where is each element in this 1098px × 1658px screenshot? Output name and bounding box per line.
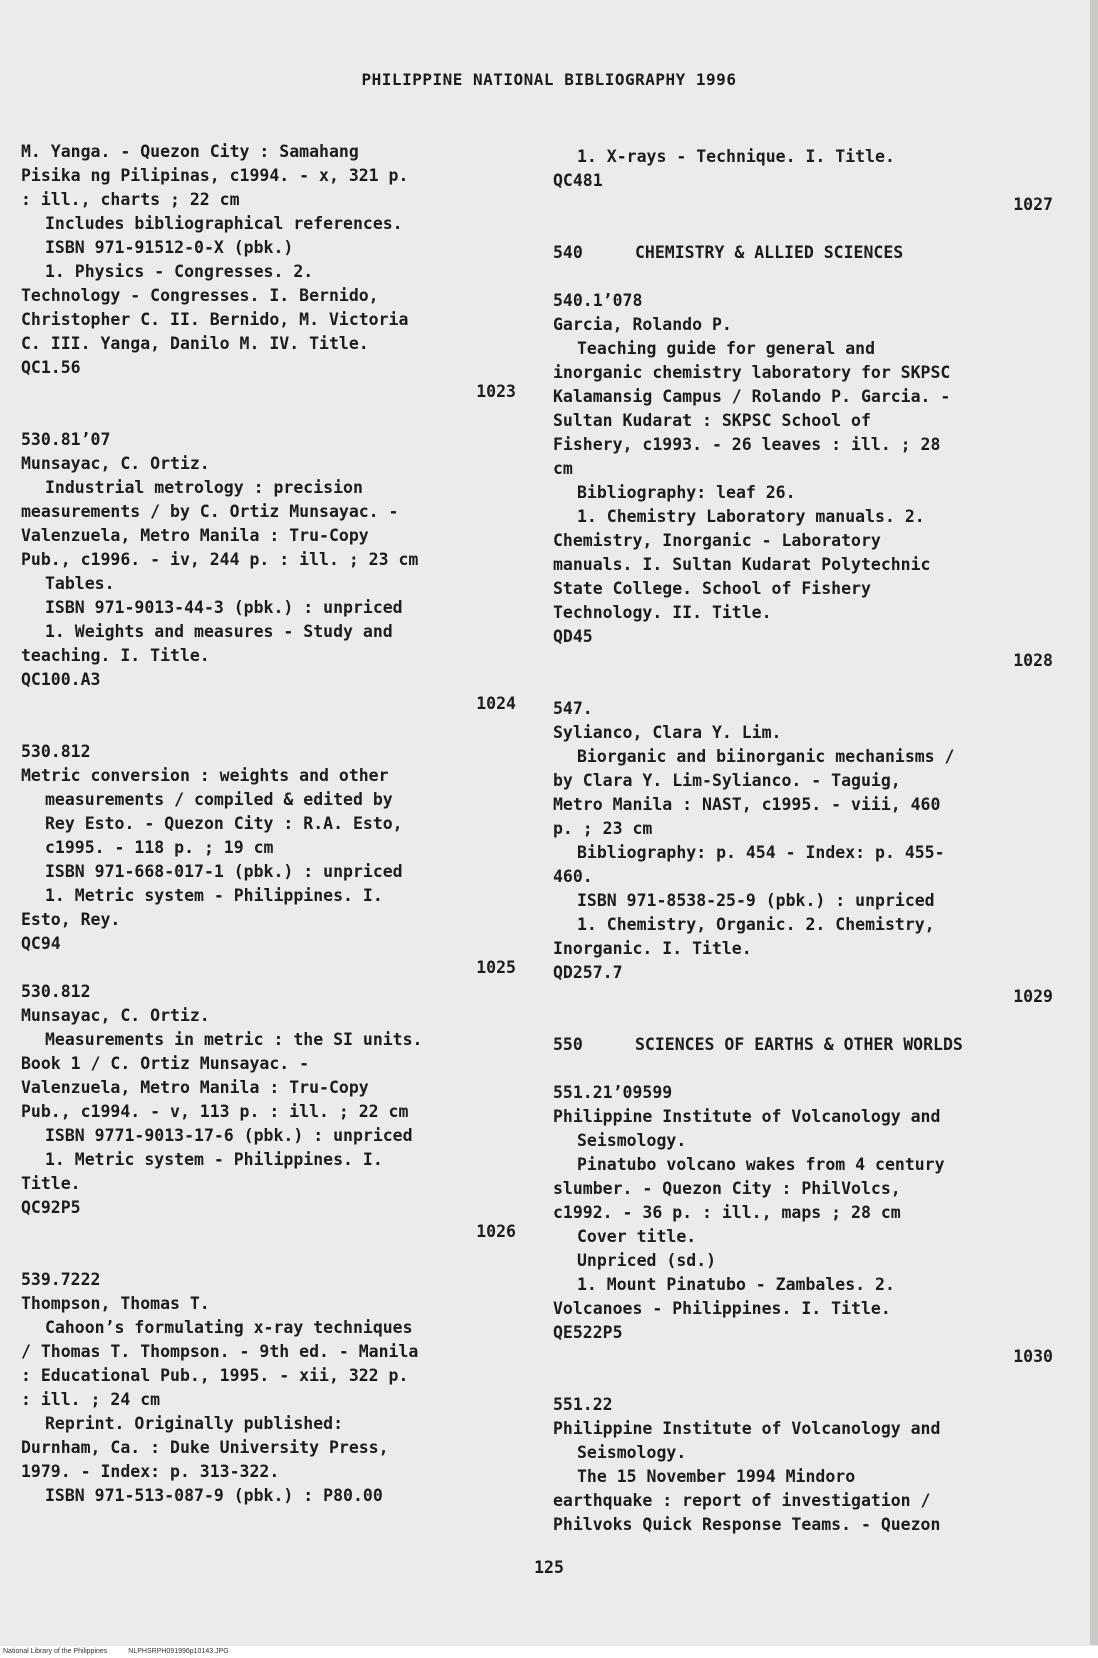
entry-subjects: 1. Chemistry, Organic. 2. Chemistry,	[577, 915, 935, 934]
page-number: 125	[534, 1558, 564, 1577]
entry-author: Munsayac, C. Ortiz.	[21, 1006, 210, 1025]
entry-number: 1028	[1013, 651, 1053, 670]
entry-classification: 530.81’07	[21, 430, 111, 449]
entry-line: by Clara Y. Lim-Sylianco. - Taguig,	[553, 771, 901, 790]
entry-number: 1023	[476, 382, 516, 401]
entry-call-number: QE522P5	[553, 1323, 623, 1342]
entry-line: Philvoks Quick Response Teams. - Quezon	[553, 1515, 941, 1534]
entry-line: Rey Esto. - Quezon City : R.A. Esto,	[45, 814, 403, 833]
entry-line: Chemistry, Inorganic - Laboratory	[553, 531, 881, 550]
entry-isbn: ISBN 971-9013-44-3 (pbk.) : unpriced	[45, 598, 403, 617]
entry-line: 460.	[553, 867, 593, 886]
entry-line: Volcanoes - Philippines. I. Title.	[553, 1299, 891, 1318]
section-heading-550	[553, 1033, 1053, 1057]
footer-library: National Library of the Philippines	[3, 1648, 108, 1655]
entry-number: 1030	[1013, 1347, 1053, 1366]
entry-subjects: 1. Physics - Congresses. 2.	[45, 262, 314, 281]
entry-line: 1979. - Index: p. 313-322.	[21, 1462, 280, 1481]
entry-line: Esto, Rey.	[21, 910, 121, 929]
entry-line: / Thomas T. Thompson. - 9th ed. - Manila	[21, 1342, 419, 1361]
entry-author: Munsayac, C. Ortiz.	[21, 454, 210, 473]
entry-line: c1992. - 36 p. : ill., maps ; 28 cm	[553, 1203, 901, 1222]
entry-line: measurements / by C. Ortiz Munsayac. -	[21, 502, 399, 521]
entry-price: Unpriced (sd.)	[577, 1251, 717, 1270]
footer-file-id: NLPHSRPH091996p10143.JPG	[128, 1648, 229, 1655]
entry-line: M. Yanga. - Quezon City : Samahang	[21, 142, 359, 161]
entry-line: teaching. I. Title.	[21, 646, 210, 665]
entry-classification: 530.812	[21, 982, 91, 1001]
entry-line: slumber. - Quezon City : PhilVolcs,	[553, 1179, 901, 1198]
entry-number: 1029	[1013, 987, 1053, 1006]
section-code: 550	[553, 1035, 583, 1054]
section-heading-540	[553, 241, 1053, 265]
entry-line: Pisika ng Pilipinas, c1994. - x, 321 p.	[21, 166, 409, 185]
entry-line: manuals. I. Sultan Kudarat Polytechnic	[553, 555, 931, 574]
entry-line: c1995. - 118 p. ; 19 cm	[45, 838, 274, 857]
entry-line: Title.	[21, 1174, 81, 1193]
entry-call-number: QC100.A3	[21, 670, 101, 689]
entry-line: Pub., c1994. - v, 113 p. : ill. ; 22 cm	[21, 1102, 409, 1121]
entry-title: The 15 November 1994 Mindoro	[577, 1467, 856, 1486]
entry-line: State College. School of Fishery	[553, 579, 871, 598]
entry-author: Sylianco, Clara Y. Lim.	[553, 723, 782, 742]
entry-note: Cover title.	[577, 1227, 697, 1246]
section-code: 540	[553, 243, 583, 262]
entry-number: 1024	[476, 694, 516, 713]
entry-line: Valenzuela, Metro Manila : Tru-Copy	[21, 526, 369, 545]
entry-line: Kalamansig Campus / Rolando P. Garcia. -	[553, 387, 951, 406]
entry-line: Christopher C. II. Bernido, M. Victoria	[21, 310, 409, 329]
entry-number: 1026	[476, 1222, 516, 1241]
entry-note: Bibliography: p. 454 - Index: p. 455-	[577, 843, 945, 862]
entry-call-number: QC1.56	[21, 358, 81, 377]
page-header: PHILIPPINE NATIONAL BIBLIOGRAPHY 1996	[361, 70, 737, 89]
left-column	[21, 140, 516, 1508]
entry-line: Sultan Kudarat : SKPSC School of	[553, 411, 871, 430]
entry-call-number: QC481	[553, 171, 603, 190]
section-label: SCIENCES OF EARTHS & OTHER WORLDS	[635, 1035, 963, 1054]
entry-line: Fishery, c1993. - 26 leaves : ill. ; 28	[553, 435, 941, 454]
entry-classification: 551.21’09599	[553, 1083, 673, 1102]
entry-title: Industrial metrology : precision	[45, 478, 363, 497]
right-column	[553, 145, 1053, 1537]
entry-line: measurements / compiled & edited by	[45, 790, 393, 809]
entry-author: Garcia, Rolando P.	[553, 315, 732, 334]
entry-line: Technology - Congresses. I. Bernido,	[21, 286, 379, 305]
entry-line: : Educational Pub., 1995. - xii, 322 p.	[21, 1366, 409, 1385]
entry-line: earthquake : report of investigation /	[553, 1491, 931, 1510]
entry-call-number: QD257.7	[553, 963, 623, 982]
entry-classification: 530.812	[21, 742, 91, 761]
entry-classification: 540.1’078	[553, 291, 643, 310]
entry-number: 1025	[476, 958, 516, 977]
entry-call-number: QC92P5	[21, 1198, 81, 1217]
entry-note: Reprint. Originally published:	[45, 1414, 344, 1433]
section-label: CHEMISTRY & ALLIED SCIENCES	[635, 243, 904, 262]
entry-author-cont: Seismology.	[577, 1131, 687, 1150]
entry-isbn: ISBN 9771-9013-17-6 (pbk.) : unpriced	[45, 1126, 413, 1145]
entry-line: Book 1 / C. Ortiz Munsayac. -	[21, 1054, 310, 1073]
entry-isbn: ISBN 971-668-017-1 (pbk.) : unpriced	[45, 862, 403, 881]
entry-isbn: ISBN 971-513-087-9 (pbk.) : P80.00	[45, 1486, 383, 1505]
entry-note: Bibliography: leaf 26.	[577, 483, 796, 502]
entry-line: Pub., c1996. - iv, 244 p. : ill. ; 23 cm	[21, 550, 419, 569]
entry-author: Philippine Institute of Volcanology and	[553, 1107, 941, 1126]
page-edge-shadow	[1090, 0, 1098, 1645]
entry-classification: 547.	[553, 699, 593, 718]
entry-author: Thompson, Thomas T.	[21, 1294, 210, 1313]
entry-call-number: QC94	[21, 934, 61, 953]
entry-call-number: QD45	[553, 627, 593, 646]
entry-line: : ill., charts ; 22 cm	[21, 190, 240, 209]
entry-classification: 539.7222	[21, 1270, 101, 1289]
entry-line: Metro Manila : NAST, c1995. - viii, 460	[553, 795, 941, 814]
entry-line: C. III. Yanga, Danilo M. IV. Title.	[21, 334, 369, 353]
entry-note: Includes bibliographical references.	[45, 214, 403, 233]
entry-subjects: 1. Chemistry Laboratory manuals. 2.	[577, 507, 925, 526]
entry-subjects: 1. Mount Pinatubo - Zambales. 2.	[577, 1275, 895, 1294]
entry-subjects: 1. X-rays - Technique. I. Title.	[577, 147, 895, 166]
entry-author: Philippine Institute of Volcanology and	[553, 1419, 941, 1438]
entry-line: cm	[553, 459, 573, 478]
entry-title: Pinatubo volcano wakes from 4 century	[577, 1155, 945, 1174]
entry-line: p. ; 23 cm	[553, 819, 653, 838]
entry-title: Metric conversion : weights and other	[21, 766, 389, 785]
entry-title: Cahoon’s formulating x-ray techniques	[45, 1318, 413, 1337]
entry-line: Inorganic. I. Title.	[553, 939, 752, 958]
entry-number: 1027	[1013, 195, 1053, 214]
entry-author-cont: Seismology.	[577, 1443, 687, 1462]
scan-footer	[0, 1646, 1098, 1658]
entry-title: Measurements in metric : the SI units.	[45, 1030, 423, 1049]
entry-line: inorganic chemistry laboratory for SKPSC	[553, 363, 951, 382]
entry-subjects: 1. Metric system - Philippines. I.	[45, 886, 383, 905]
entry-line: Technology. II. Title.	[553, 603, 772, 622]
entry-title: Teaching guide for general and	[577, 339, 876, 358]
entry-line: : ill. ; 24 cm	[21, 1390, 161, 1409]
entry-isbn: ISBN 971-91512-0-X (pbk.)	[45, 238, 294, 257]
entry-title: Biorganic and biinorganic mechanisms /	[577, 747, 955, 766]
entry-subjects: 1. Metric system - Philippines. I.	[45, 1150, 383, 1169]
entry-line: Valenzuela, Metro Manila : Tru-Copy	[21, 1078, 369, 1097]
entry-line: Durnham, Ca. : Duke University Press,	[21, 1438, 389, 1457]
entry-isbn: ISBN 971-8538-25-9 (pbk.) : unpriced	[577, 891, 935, 910]
entry-classification: 551.22	[553, 1395, 613, 1414]
entry-note: Tables.	[45, 574, 115, 593]
entry-subjects: 1. Weights and measures - Study and	[45, 622, 393, 641]
